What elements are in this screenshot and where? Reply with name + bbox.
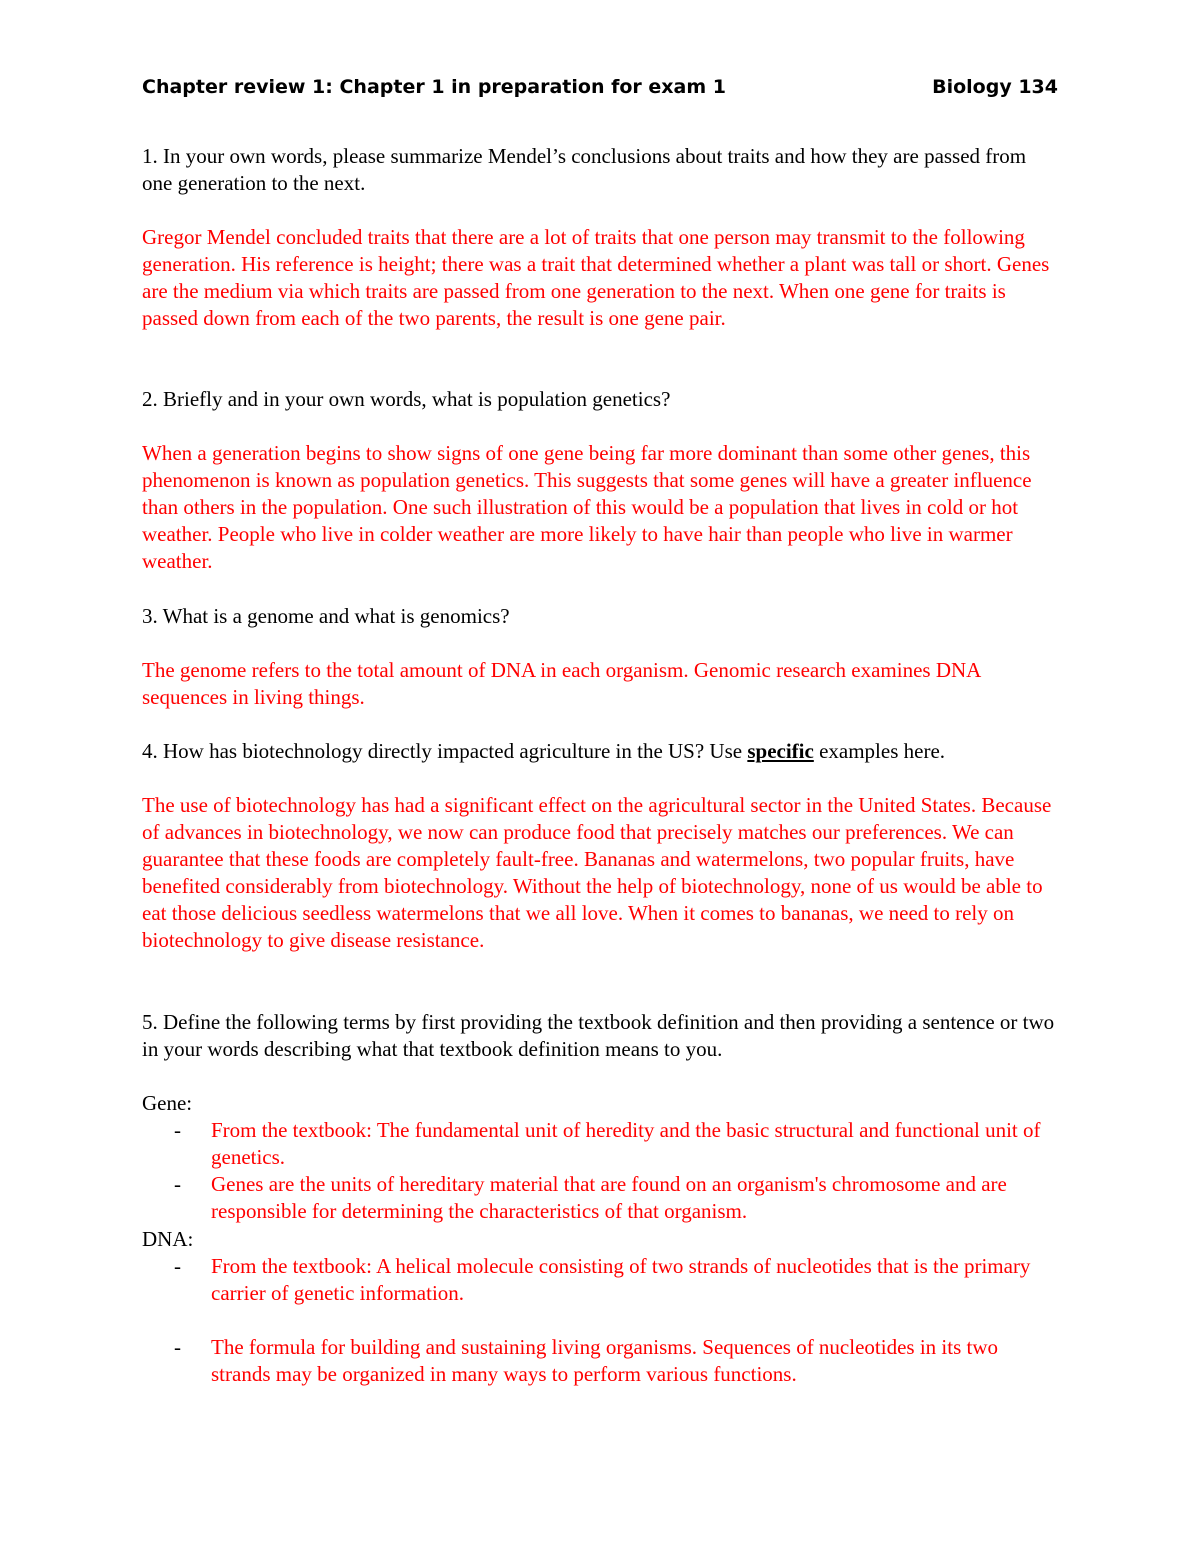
dna-textbook-definition: From the textbook: A helical molecule consisting of two strands of nucleotides that is the primary carrier of genetic information. xyxy=(211,1254,1031,1305)
question-4 xyxy=(142,738,1058,765)
term-label-dna: DNA: xyxy=(142,1227,194,1251)
answer-4: The use of biotechnology has had a significant effect on the agricultural sector in the United States. Because of advances in biotechnology, we now can produce food that precisely matches our preferences. We can guarantee that these foods are completely fault-free. Bananas and watermelons, two popular fruits, have benefited considerably from biotechnology. Without the help of biotechnology, none of us would be able to eat those delicious seedless watermelons that we all love. When it comes to bananas, we need to rely on biotechnology to give disease resistance. xyxy=(142,793,1052,952)
document-title: Chapter review 1: Chapter 1 in preparation for exam 1 xyxy=(142,76,726,98)
bullet-marker: - xyxy=(174,1254,181,1278)
dna-bullet-textbook xyxy=(174,1253,1058,1307)
question-4-emphasis: specific xyxy=(747,739,814,763)
question-5: 5. Define the following terms by first providing the textbook definition and then providing a sentence or two in your words describing what that textbook definition means to you. xyxy=(142,1010,1055,1061)
course-name: Biology 134 xyxy=(932,76,1058,98)
answer-2: When a generation begins to show signs of one gene being far more dominant than some other genes, this phenomenon is known as population genetics. This suggests that some genes will have a greater influence than others in the population. One such illustration of this would be a population that lives in cold or hot weather. People who live in colder weather are more likely to have hair than people who live in warmer weather. xyxy=(142,441,1032,573)
bullet-marker: - xyxy=(174,1335,181,1359)
bullet-marker: - xyxy=(174,1118,181,1142)
dna-bullet-own-words xyxy=(174,1334,1058,1388)
question-4-text-after: examples here. xyxy=(813,739,946,763)
gene-bullet-textbook xyxy=(174,1117,1058,1171)
question-2: 2. Briefly and in your own words, what is population genetics? xyxy=(142,387,671,411)
answer-1: Gregor Mendel concluded traits that there are a lot of traits that one person may transmit to the following generation. His reference is height; there was a trait that determined whether a plant was tall or short. Genes are the medium via which traits are passed from one generation to the next. When one gene for traits is passed down from each of the two parents, the result is one gene pair. xyxy=(142,225,1050,330)
question-3: 3. What is a genome and what is genomics? xyxy=(142,604,510,628)
term-label-gene: Gene: xyxy=(142,1091,193,1115)
question-4-text-before: 4. How has biotechnology directly impacted agriculture in the US? Use xyxy=(142,739,748,763)
gene-textbook-definition: From the textbook: The fundamental unit of heredity and the basic structural and functional unit of genetics. xyxy=(211,1118,1041,1169)
question-1: 1. In your own words, please summarize Mendel’s conclusions about traits and how they are passed from one generation to the next. xyxy=(142,144,1027,195)
gene-bullet-own-words xyxy=(174,1171,1058,1225)
answer-3: The genome refers to the total amount of DNA in each organism. Genomic research examines DNA sequences in living things. xyxy=(142,658,981,709)
gene-own-definition: Genes are the units of hereditary material that are found on an organism's chromosome and are responsible for determining the characteristics of that organism. xyxy=(211,1172,1007,1223)
bullet-marker: - xyxy=(174,1172,181,1196)
dna-own-definition: The formula for building and sustaining living organisms. Sequences of nucleotides in its two strands may be organized in many ways to perform various functions. xyxy=(211,1335,998,1386)
